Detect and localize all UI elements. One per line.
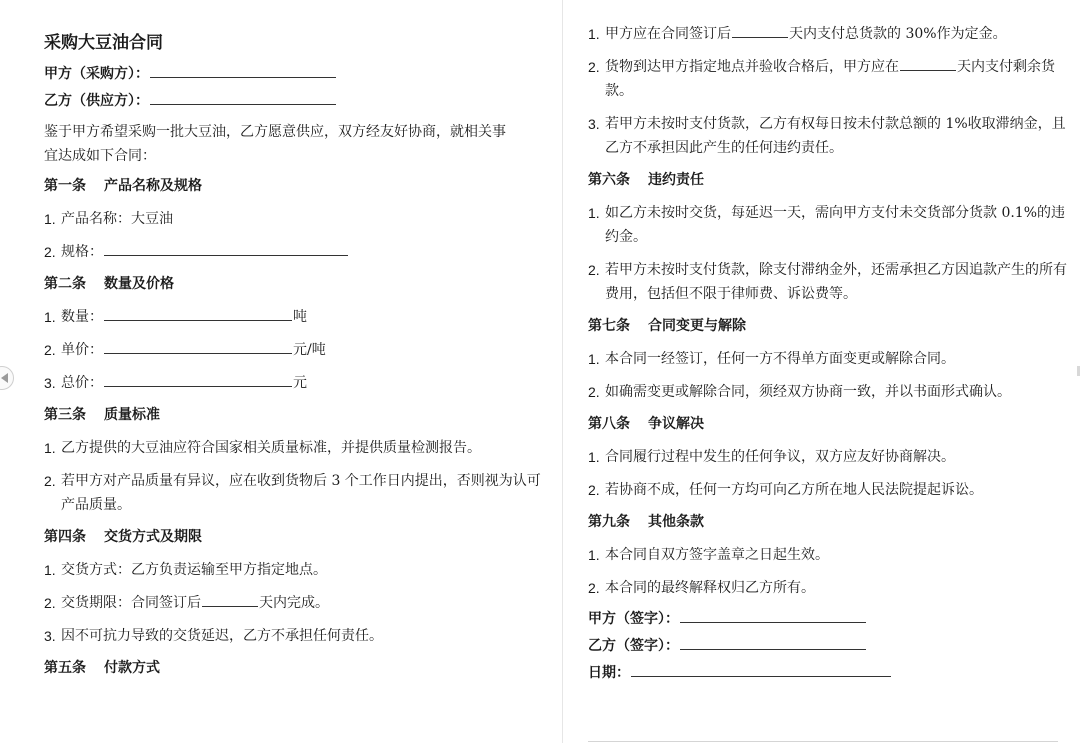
clause-text: 天内支付剩余货款。 bbox=[605, 59, 1055, 99]
article-9-clause-1 bbox=[588, 543, 1074, 567]
article-5-heading bbox=[44, 657, 546, 679]
delivery-days-blank bbox=[202, 593, 258, 607]
party-b-label: 乙方（供应方）： bbox=[44, 93, 149, 109]
article-8-clause-2 bbox=[588, 478, 1074, 502]
article-5-number: 第五条 bbox=[44, 660, 86, 676]
clause-number: 2. bbox=[44, 244, 56, 260]
article-6-heading bbox=[588, 169, 1074, 191]
clause-number: 2. bbox=[588, 580, 600, 596]
unit-text: 元 bbox=[293, 375, 307, 391]
article-8-clause-1 bbox=[588, 445, 1074, 469]
party-b-line bbox=[44, 91, 546, 110]
party-a-signature-line bbox=[588, 609, 1074, 628]
article-5-clause-1 bbox=[588, 22, 1074, 46]
article-4-clause-3 bbox=[44, 624, 546, 648]
clause-text: 若协商不成，任何一方均可向乙方所在地人民法院提起诉讼。 bbox=[605, 482, 983, 498]
article-2-clause-1 bbox=[44, 305, 546, 329]
quantity-blank bbox=[104, 307, 292, 321]
clause-text: 本合同自双方签字盖章之日起生效。 bbox=[605, 547, 829, 563]
party-b-signature-line bbox=[588, 636, 1074, 655]
clause-text: 若甲方对产品质量有异议，应在收到货物后 3 个工作日内提出，否则视为认可产品质量。 bbox=[61, 473, 541, 513]
clause-text: 总价： bbox=[61, 375, 103, 391]
clause-number: 1. bbox=[588, 351, 600, 367]
clause-number: 1. bbox=[44, 309, 56, 325]
clause-text: 单价： bbox=[61, 342, 103, 358]
article-9-number: 第九条 bbox=[588, 514, 630, 530]
clause-number: 1. bbox=[588, 547, 600, 563]
clause-text: 合同履行过程中发生的任何争议，双方应友好协商解决。 bbox=[605, 449, 955, 465]
clause-number: 2. bbox=[588, 384, 600, 400]
clause-number: 1. bbox=[44, 562, 56, 578]
article-1-heading bbox=[44, 175, 546, 197]
clause-text: 交货方式：乙方负责运输至甲方指定地点。 bbox=[61, 562, 327, 578]
clause-number: 1. bbox=[588, 449, 600, 465]
clause-text: 数量： bbox=[61, 309, 103, 325]
article-6-title: 违约责任 bbox=[648, 172, 704, 188]
article-7-clause-2 bbox=[588, 380, 1055, 404]
clause-text: 交货期限：合同签订后 bbox=[61, 595, 201, 611]
clause-number: 2. bbox=[588, 262, 600, 278]
page-bottom-rule bbox=[588, 741, 1058, 742]
party-b-blank bbox=[150, 91, 336, 105]
article-2-number: 第二条 bbox=[44, 276, 86, 292]
article-2-heading bbox=[44, 273, 546, 295]
article-3-number: 第三条 bbox=[44, 407, 86, 423]
article-4-clause-1 bbox=[44, 558, 546, 582]
article-6-number: 第六条 bbox=[588, 172, 630, 188]
clause-number: 2. bbox=[588, 59, 600, 75]
article-7-clause-1 bbox=[588, 347, 1074, 371]
party-a-blank bbox=[150, 64, 336, 78]
spec-blank bbox=[104, 242, 348, 256]
unit-text: 元/吨 bbox=[293, 342, 326, 358]
clause-text: 天内支付总货款的 30%作为定金。 bbox=[789, 26, 1007, 42]
intro-paragraph: 鉴于甲方希望采购一批大豆油，乙方愿意供应，双方经友好协商，就相关事宜达成如下合同： bbox=[44, 124, 506, 164]
document-title: 采购大豆油合同 bbox=[44, 33, 163, 53]
article-1-clause-2 bbox=[44, 240, 546, 264]
clause-text: 产品名称：大豆油 bbox=[61, 211, 173, 227]
article-4-clause-2 bbox=[44, 591, 546, 615]
article-3-clause-1 bbox=[44, 436, 531, 460]
article-7-number: 第七条 bbox=[588, 318, 630, 334]
party-b-signature-blank bbox=[680, 636, 866, 650]
balance-days-blank bbox=[900, 57, 956, 71]
clause-text: 如乙方未按时交货，每延迟一天，需向甲方支付未交货部分货款 0.1%的违约金。 bbox=[605, 205, 1066, 245]
party-a-signature-label: 甲方（签字）： bbox=[588, 611, 679, 627]
article-2-clause-3 bbox=[44, 371, 546, 395]
article-1-number: 第一条 bbox=[44, 178, 86, 194]
clause-number: 3. bbox=[44, 375, 56, 391]
party-a-label: 甲方（采购方）： bbox=[44, 66, 149, 82]
party-a-signature-blank bbox=[680, 609, 866, 623]
date-label: 日期： bbox=[588, 665, 630, 681]
clause-number: 1. bbox=[588, 26, 600, 42]
clause-text: 本合同的最终解释权归乙方所有。 bbox=[605, 580, 815, 596]
article-3-heading bbox=[44, 404, 546, 426]
article-8-heading bbox=[588, 413, 1074, 435]
clause-text: 如确需变更或解除合同，须经双方协商一致，并以书面形式确认。 bbox=[605, 384, 1011, 400]
article-6-clause-1 bbox=[588, 201, 1075, 249]
article-9-clause-2 bbox=[588, 576, 1074, 600]
article-4-heading bbox=[44, 526, 546, 548]
article-1-clause-1 bbox=[44, 207, 546, 231]
unit-price-blank bbox=[104, 340, 292, 354]
clause-text: 货物到达甲方指定地点并验收合格后，甲方应在 bbox=[605, 59, 899, 75]
total-price-blank bbox=[104, 373, 292, 387]
date-line bbox=[588, 663, 1074, 682]
clause-text: 乙方提供的大豆油应符合国家相关质量标准，并提供质量检测报告。 bbox=[61, 440, 481, 456]
clause-text: 天内完成。 bbox=[259, 595, 329, 611]
article-3-clause-2 bbox=[44, 469, 541, 517]
clause-text: 本合同一经签订，任何一方不得单方面变更或解除合同。 bbox=[605, 351, 955, 367]
article-9-title: 其他条款 bbox=[648, 514, 704, 530]
article-7-heading bbox=[588, 315, 1074, 337]
deposit-days-blank bbox=[732, 24, 788, 38]
article-4-title: 交货方式及期限 bbox=[104, 529, 202, 545]
clause-text: 因不可抗力导致的交货延迟，乙方不承担任何责任。 bbox=[61, 628, 383, 644]
article-8-title: 争议解决 bbox=[648, 416, 704, 432]
clause-number: 2. bbox=[44, 595, 56, 611]
article-5-clause-2 bbox=[588, 55, 1077, 103]
article-2-title: 数量及价格 bbox=[104, 276, 174, 292]
article-5-clause-3 bbox=[588, 112, 1075, 160]
article-1-title: 产品名称及规格 bbox=[104, 178, 202, 194]
unit-text: 吨 bbox=[293, 309, 307, 325]
party-a-line bbox=[44, 64, 546, 83]
article-8-number: 第八条 bbox=[588, 416, 630, 432]
article-2-clause-2 bbox=[44, 338, 546, 362]
clause-text: 规格： bbox=[61, 244, 103, 260]
clause-text: 甲方应在合同签订后 bbox=[605, 26, 731, 42]
clause-number: 1. bbox=[44, 211, 56, 227]
clause-number: 3. bbox=[588, 116, 600, 132]
document-page-right bbox=[563, 0, 1080, 743]
clause-number: 1. bbox=[588, 205, 600, 221]
clause-text: 若甲方未按时支付货款，除支付滞纳金外，还需承担乙方因追款产生的所有费用，包括但不限于律师费、诉讼费等。 bbox=[605, 262, 1067, 302]
party-b-signature-label: 乙方（签字）： bbox=[588, 638, 679, 654]
clause-number: 3. bbox=[44, 628, 56, 644]
article-4-number: 第四条 bbox=[44, 529, 86, 545]
article-3-title: 质量标准 bbox=[104, 407, 160, 423]
clause-number: 1. bbox=[44, 440, 56, 456]
date-blank bbox=[631, 663, 891, 677]
clause-number: 2. bbox=[588, 482, 600, 498]
clause-number: 2. bbox=[44, 473, 56, 489]
clause-number: 2. bbox=[44, 342, 56, 358]
article-5-title: 付款方式 bbox=[104, 660, 160, 676]
article-6-clause-2 bbox=[588, 258, 1075, 306]
clause-text: 若甲方未按时支付货款，乙方有权每日按未付款总额的 1%收取滞纳金，且乙方不承担因此产生的任何违约责任。 bbox=[605, 116, 1066, 156]
article-7-title: 合同变更与解除 bbox=[648, 318, 746, 334]
article-9-heading bbox=[588, 511, 1074, 533]
